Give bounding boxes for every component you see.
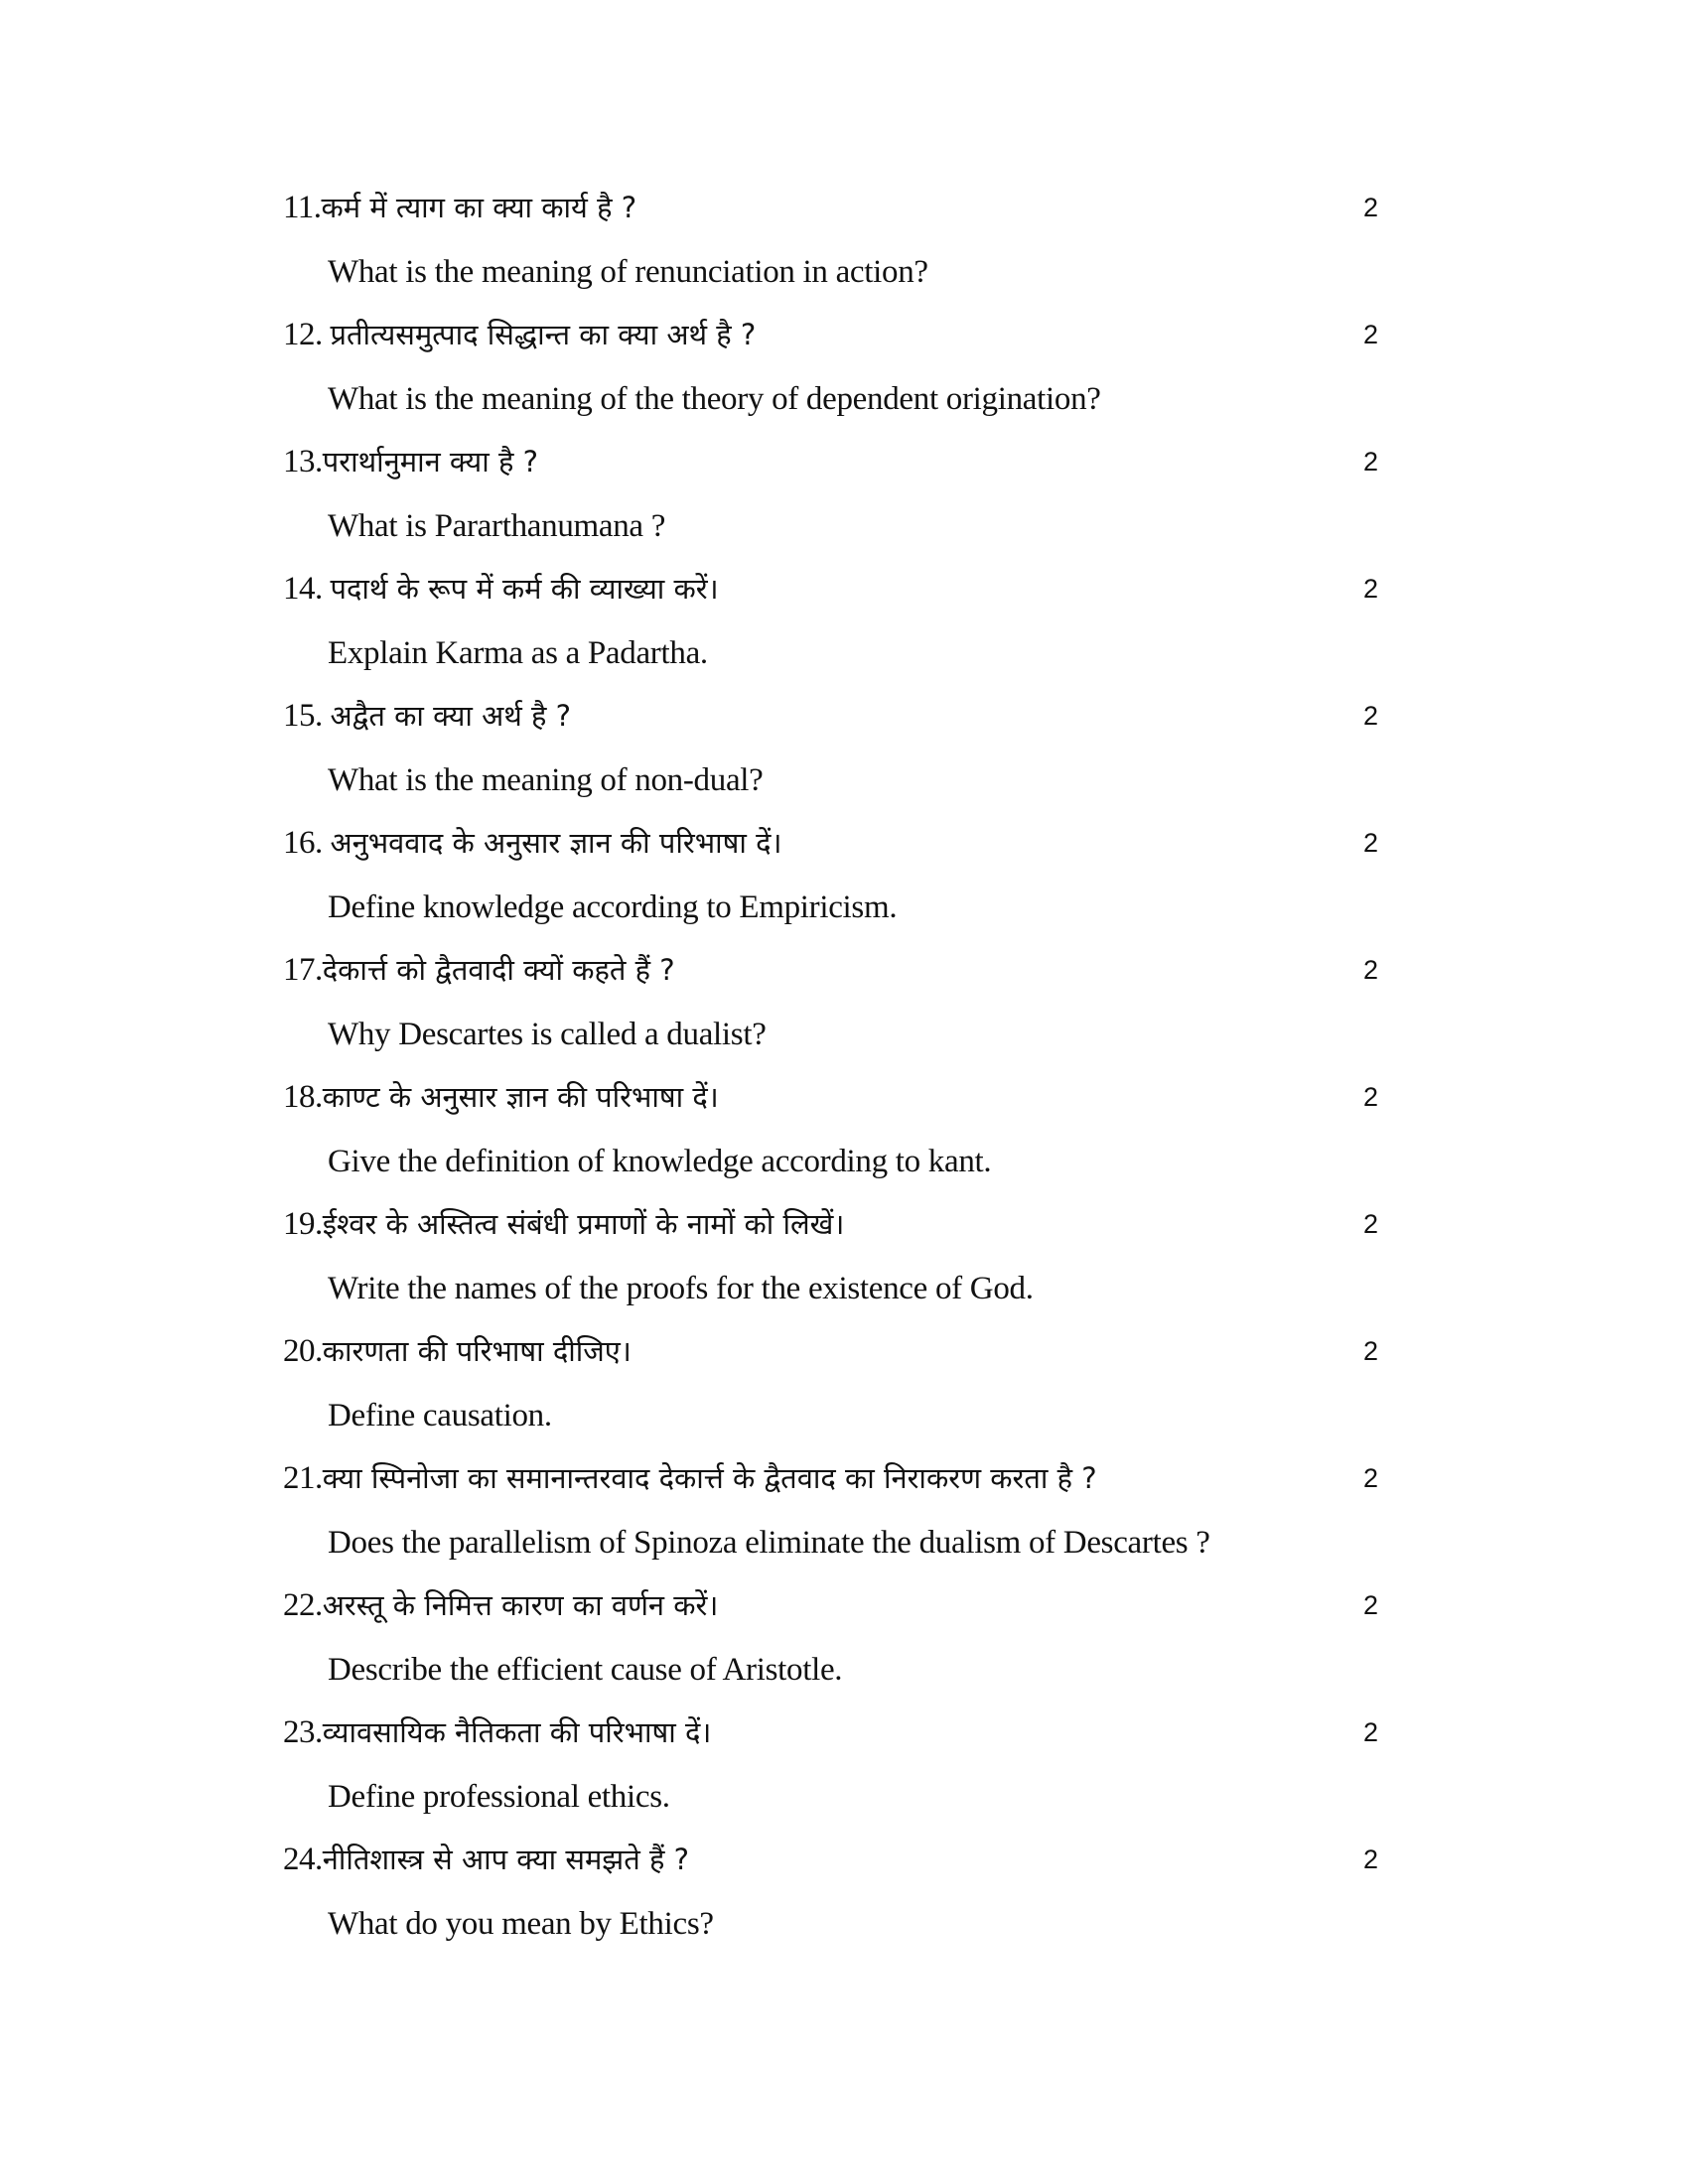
question-number: 14. <box>283 571 331 607</box>
question-number: 22. <box>283 1587 323 1623</box>
question-number: 12. <box>283 317 331 352</box>
question-english: Define knowledge according to Empiricism. <box>328 889 898 925</box>
question-number: 19. <box>283 1206 323 1242</box>
question-hindi <box>283 937 675 1003</box>
question-item <box>0 1318 1688 1445</box>
question-hindi-text: अनुभववाद के अनुसार ज्ञान की परिभाषा दें। <box>330 826 782 860</box>
question-item <box>0 429 1688 556</box>
question-marks: 2 <box>1363 1209 1379 1239</box>
question-number: 17. <box>283 952 323 988</box>
question-hindi <box>283 683 571 749</box>
question-hindi <box>283 1445 1097 1511</box>
question-english: What is the meaning of the theory of dependent origination? <box>328 381 1101 417</box>
question-hindi <box>283 1064 719 1130</box>
question-english: Explain Karma as a Padartha. <box>328 635 708 671</box>
question-english: Write the names of the proofs for the existence of God. <box>328 1271 1034 1306</box>
question-number: 23. <box>283 1714 323 1750</box>
question-english: What is the meaning of renunciation in action? <box>328 254 928 290</box>
question-item <box>0 1572 1688 1700</box>
question-hindi <box>283 1318 632 1384</box>
question-item <box>0 1064 1688 1191</box>
question-hindi-text: पदार्थ के रूप में कर्म की व्याख्या करें। <box>330 572 719 606</box>
question-hindi-text: कारणता की परिभाषा दीजिए। <box>322 1334 632 1368</box>
question-number: 13. <box>283 444 323 479</box>
question-marks: 2 <box>1363 1590 1379 1620</box>
question-english: Describe the efficient cause of Aristotle. <box>328 1652 843 1688</box>
question-item <box>0 937 1688 1064</box>
question-item <box>0 302 1688 429</box>
question-english: Why Descartes is called a dualist? <box>328 1017 767 1052</box>
question-hindi <box>283 302 756 367</box>
question-item <box>0 556 1688 683</box>
question-hindi-text: व्यावसायिक नैतिकता की परिभाषा दें। <box>322 1715 712 1749</box>
question-english: What is Pararthanumana ? <box>328 508 666 544</box>
question-hindi <box>283 1572 718 1638</box>
question-hindi-text: अद्वैत का क्या अर्थ है ? <box>330 699 572 733</box>
question-number: 24. <box>283 1842 323 1877</box>
question-item <box>0 1827 1688 1954</box>
question-marks: 2 <box>1363 955 1379 985</box>
question-item <box>0 810 1688 937</box>
question-number: 21. <box>283 1460 323 1496</box>
question-english: Define causation. <box>328 1398 552 1433</box>
question-item <box>0 1445 1688 1572</box>
question-marks: 2 <box>1363 701 1379 731</box>
question-hindi-text: प्रतीत्यसमुत्पाद सिद्धान्त का क्या अर्थ है ? <box>330 318 757 351</box>
question-hindi-text: काण्ट के अनुसार ज्ञान की परिभाषा दें। <box>322 1080 719 1114</box>
question-marks: 2 <box>1363 193 1379 222</box>
question-english: What is the meaning of non-dual? <box>328 762 764 798</box>
question-number: 11. <box>283 190 322 225</box>
question-hindi <box>283 810 782 876</box>
question-number: 20. <box>283 1333 323 1369</box>
question-item <box>0 683 1688 810</box>
question-marks: 2 <box>1363 320 1379 349</box>
question-hindi <box>283 1191 844 1257</box>
question-hindi <box>283 556 719 621</box>
question-hindi-text: नीतिशास्त्र से आप क्या समझते हैं ? <box>322 1843 689 1876</box>
question-marks: 2 <box>1363 1844 1379 1874</box>
question-hindi <box>283 175 636 240</box>
question-number: 18. <box>283 1079 323 1115</box>
question-hindi <box>283 1700 711 1765</box>
question-marks: 2 <box>1363 447 1379 477</box>
question-marks: 2 <box>1363 1717 1379 1747</box>
question-list <box>0 175 1688 1954</box>
question-hindi <box>283 429 538 494</box>
question-hindi-text: ईश्वर के अस्तित्व संबंधी प्रमाणों के नामों को लिखें। <box>322 1207 845 1241</box>
question-english: Give the definition of knowledge according to kant. <box>328 1144 992 1179</box>
question-hindi-text: क्या स्पिनोजा का समानान्तरवाद देकार्त्त के द्वैतवाद का निराकरण करता है ? <box>322 1461 1097 1495</box>
question-hindi-text: कर्म में त्याग का क्या कार्य है ? <box>321 191 637 224</box>
question-number: 15. <box>283 698 331 734</box>
question-hindi-text: परार्थानुमान क्या है ? <box>322 445 538 478</box>
question-item <box>0 175 1688 302</box>
question-number: 16. <box>283 825 331 861</box>
question-hindi <box>283 1827 689 1892</box>
question-english: What do you mean by Ethics? <box>328 1906 714 1942</box>
question-marks: 2 <box>1363 1082 1379 1112</box>
question-marks: 2 <box>1363 1463 1379 1493</box>
question-marks: 2 <box>1363 828 1379 858</box>
question-item <box>0 1700 1688 1827</box>
question-english: Does the parallelism of Spinoza eliminate the dualism of Descartes ? <box>328 1525 1210 1561</box>
question-item <box>0 1191 1688 1318</box>
question-hindi-text: देकार्त्त को द्वैतवादी क्यों कहते हैं ? <box>322 953 675 987</box>
question-english: Define professional ethics. <box>328 1779 670 1815</box>
question-marks: 2 <box>1363 574 1379 604</box>
question-hindi-text: अरस्तू के निमित्त कारण का वर्णन करें। <box>322 1588 719 1622</box>
question-marks: 2 <box>1363 1336 1379 1366</box>
